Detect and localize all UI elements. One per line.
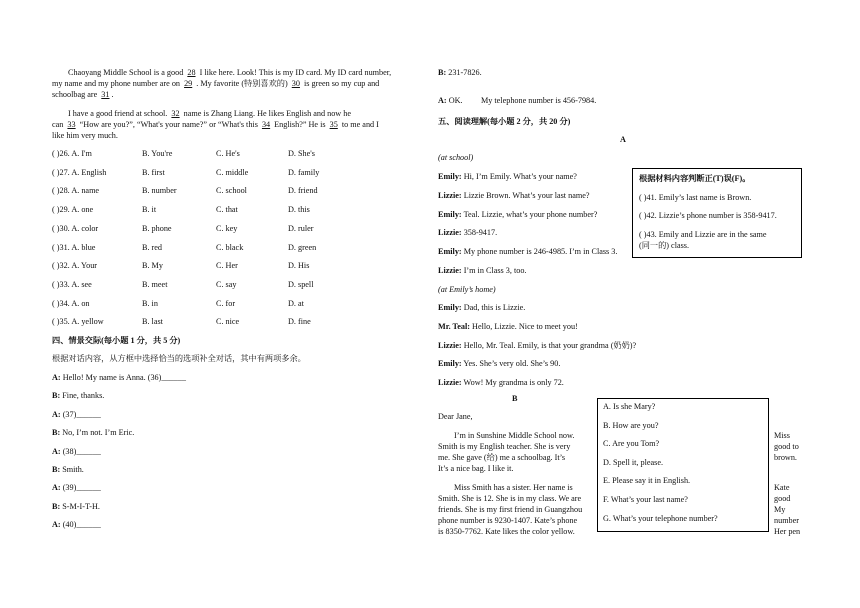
text: my name and my phone number are on [52,79,181,88]
question-number: ( )34. A. on [52,299,90,308]
letter-line: Smith. She is 12. She is in my class. We are [438,494,582,503]
speaker: B: [438,68,447,77]
section-4-title: 四、情景交际(每小题 1 分，共 5 分) [52,336,181,345]
letter-line: phone number is 9230-1407. Kate’s phone [438,516,578,525]
dialogue-line [438,322,578,332]
option-d: D. friend [288,186,318,195]
dialogue-line [438,247,617,257]
dialogue-line [438,359,560,369]
dialogue-line [438,96,596,106]
dialogue-line [438,378,564,388]
text: name is Zhang Liang. He likes English and now he [183,109,351,118]
part-a-label: A [620,135,626,144]
text: schoolbag are [52,90,98,99]
text: S-M-I-T-H. [62,502,100,511]
question-number: ( )30. A. color [52,224,99,233]
option-b: B. first [142,168,165,177]
true-false-box [632,168,802,258]
dialogue-line [438,191,590,201]
speaker: Lizzie: [438,341,462,350]
section-5-title: 五、阅读理解(每小题 2 分，共 20 分) [438,117,571,126]
text: Yes. She’s very old. She’s 90. [463,359,561,368]
text: is green so my cup and [304,79,380,88]
text: Hello! My name is Anna. (36)______ [62,373,186,382]
text: My phone number is 246-4985. I’m in Class 3. [463,247,618,256]
option-d: D. green [288,243,317,252]
speaker: Emily: [438,303,462,312]
letter-line: I’m in Sunshine Middle School now. [454,431,575,440]
dialogue-line [438,341,636,351]
side-line: good [774,494,791,503]
option-d: D. spell [288,280,314,289]
question-number: ( )29. A. one [52,205,94,214]
question-number: ( )28. A. name [52,186,100,195]
option-b: B. number [142,186,177,195]
blank-31: 31 [101,90,110,99]
cloze-line [52,120,379,130]
option-b: B. phone [142,224,172,233]
dialogue-line [52,502,100,512]
option-item: G. What’s your telephone number? [603,514,718,523]
dialogue-line [438,68,482,78]
text: “How are you?”, “What's your name?” or “What's this [79,120,258,129]
dialogue-line [438,210,597,220]
blank-30: 30 [291,79,300,88]
part-b-label: B [512,394,518,403]
dialogue-line [438,172,577,182]
speaker: A: [52,373,61,382]
option-item: D. Spell it, please. [603,458,664,467]
speaker: A: [52,447,61,456]
speaker: A: [52,520,61,529]
side-line: My [774,505,786,514]
speaker: Emily: [438,210,462,219]
option-d: D. at [288,299,304,308]
dialogue-line [438,228,497,238]
option-item: F. What’s your last name? [603,495,688,504]
tf-item: ( )43. Emily and Lizzie are in the same [639,230,767,239]
dialogue-line [52,410,101,420]
letter-line: me. She gave (给) me a schoolbag. It’s [438,453,566,462]
side-line: number [774,516,800,525]
speaker: B: [52,465,61,474]
speaker: Emily: [438,247,462,256]
letter-line: friends. She is my first friend in Guangzhou [438,505,583,514]
option-item: C. Are you Tom? [603,439,660,448]
letter-line: Smith is my English teacher. She is very [438,442,571,451]
dialogue-line [52,465,84,475]
option-item: A. Is she Mary? [603,402,656,411]
option-b: B. in [142,299,158,308]
side-line: Miss [774,431,790,440]
dialogue-line [52,373,186,383]
blank-32: 32 [171,109,180,118]
dialogue-line [52,391,104,401]
option-d: D. His [288,261,310,270]
side-line: good to [774,442,799,451]
text: . My favorite (特别喜欢的) [196,79,288,88]
tf-item: (同一的) class. [639,241,690,250]
text: Teal. Lizzie, what’s your phone number? [463,210,598,219]
blank-33: 33 [67,120,76,129]
option-d: D. ruler [288,224,314,233]
letter-line: is 8350-7762. Kate likes the color yellow. [438,527,575,536]
text: can [52,120,64,129]
question-number: ( )32. A. Your [52,261,98,270]
text: Hello, Lizzie. Nice to meet you! [472,322,578,331]
option-d: D. family [288,168,320,177]
section-4-instructions: 根据对话内容，从方框中选择恰当的选项补全对话，其中有两项多余。 [52,354,306,363]
option-item: E. Please say it in English. [603,476,691,485]
option-c: C. Her [216,261,238,270]
option-c: C. black [216,243,244,252]
option-c: C. say [216,280,237,289]
speaker: B: [52,391,61,400]
dialogue-line [52,428,134,438]
dialogue-line [438,266,526,276]
speaker: A: [52,410,61,419]
side-line: Her pen [774,527,801,536]
option-c: C. for [216,299,236,308]
text: Dad, this is Lizzie. [463,303,526,312]
speaker: B: [52,428,61,437]
side-line: brown. [774,453,797,462]
dialogue-line [52,447,101,457]
text: Hi, I’m Emily. What’s your name? [463,172,577,181]
option-c: C. middle [216,168,249,177]
scene-label: (at Emily’s home) [438,285,496,294]
text: Wow! My grandma is only 72. [463,378,564,387]
question-number: ( )35. A. yellow [52,317,104,326]
text: (37)______ [62,410,101,419]
option-d: D. fine [288,317,311,326]
text: OK. My telephone number is 456-7984. [448,96,597,105]
text: English?” He is [274,120,326,129]
option-b: B. red [142,243,163,252]
text: (38)______ [62,447,101,456]
cloze-line [68,109,351,119]
text: Hello, Mr. Teal. Emily, is that your grandma (奶奶)? [463,341,637,350]
text: Smith. [62,465,84,474]
speaker: Lizzie: [438,378,462,387]
cloze-line [52,79,379,89]
cloze-line [68,68,391,78]
speaker: Lizzie: [438,228,462,237]
letter-line: Miss Smith has a sister. Her name is [454,483,573,492]
speaker: Emily: [438,172,462,181]
option-c: C. He's [216,149,240,158]
question-number: ( )33. A. see [52,280,92,289]
option-b: B. You're [142,149,173,158]
speaker: Mr. Teal: [438,322,470,331]
scene-label: (at school) [438,153,474,162]
question-number: ( )27. A. English [52,168,107,177]
option-b: B. meet [142,280,168,289]
options-box [597,398,769,532]
text: 231-7826. [448,68,482,77]
letter-greeting: Dear Jane, [438,412,473,421]
option-d: D. this [288,205,310,214]
option-c: C. key [216,224,238,233]
option-d: D. She's [288,149,315,158]
blank-29: 29 [184,79,193,88]
speaker: Lizzie: [438,191,462,200]
option-c: C. school [216,186,247,195]
option-b: B. last [142,317,163,326]
question-number: ( )31. A. blue [52,243,96,252]
text: No, I’m not. I’m Eric. [62,428,135,437]
speaker: B: [52,502,61,511]
speaker: Lizzie: [438,266,462,275]
text: . [111,90,114,99]
dialogue-line [438,303,525,313]
speaker: Emily: [438,359,462,368]
option-c: C. that [216,205,238,214]
text: Lizzie Brown. What’s your last name? [463,191,590,200]
text: (39)______ [62,483,101,492]
speaker: A: [438,96,447,105]
dialogue-line [52,520,101,530]
text: (40)______ [62,520,101,529]
question-number: ( )26. A. I'm [52,149,92,158]
tf-item: ( )41. Emily’s last name is Brown. [639,193,752,202]
side-line: Kate [774,483,790,492]
option-b: B. it [142,205,157,214]
box-title: 根据材料内容判断正(T)误(F)。 [639,174,751,183]
cloze-line [52,90,114,100]
text: I’m in Class 3, too. [463,266,527,275]
speaker: A: [52,483,61,492]
text: Chaoyang Middle School is a good [68,68,184,77]
option-b: B. My [142,261,163,270]
text: I like here. Look! This is my ID card. My ID card number, [199,68,392,77]
letter-line: It’s a nice bag. I like it. [438,464,514,473]
cloze-line: like him very much. [52,131,118,140]
blank-35: 35 [329,120,338,129]
text: I have a good friend at school. [68,109,168,118]
text: Fine, thanks. [62,391,105,400]
blank-34: 34 [261,120,271,129]
text: to me and I [341,120,379,129]
blank-28: 28 [187,68,196,77]
dialogue-line [52,483,101,493]
text: 358-9417. [463,228,498,237]
option-c: C. nice [216,317,240,326]
option-item: B. How are you? [603,421,659,430]
tf-item: ( )42. Lizzie’s phone number is 358-9417. [639,211,777,220]
